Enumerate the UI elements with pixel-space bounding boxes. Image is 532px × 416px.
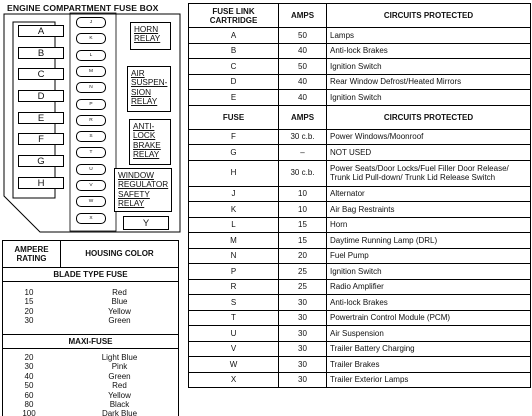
blade-row [3, 316, 178, 325]
fuse-id: D [189, 74, 279, 90]
table-row [189, 90, 531, 106]
circuits-protected: Rear Window Defrost/Heated Mirrors [327, 74, 531, 90]
circuits-protected: Fuel Pump [327, 248, 531, 264]
fuse-amps: 25 [279, 279, 327, 295]
housing-color: Green [108, 371, 131, 381]
mini-fuse-m: M [76, 66, 106, 77]
table-row [189, 326, 531, 342]
housing-color: Yellow [108, 306, 131, 316]
circuits-protected: Anti-lock Brakes [327, 295, 531, 311]
fuse-amps: 30 [279, 372, 327, 388]
mini-fuse-p: P [76, 99, 106, 110]
housing-color: Yellow [108, 390, 131, 400]
horn-relay: HORN RELAY [130, 22, 171, 50]
antilock-brake-relay: ANTI- LOCK BRAKE RELAY [129, 119, 171, 165]
fuse-id: J [189, 186, 279, 202]
circuits-protected: Lamps [327, 28, 531, 44]
fuse-amps: 50 [279, 59, 327, 75]
mini-fuse-x: X [76, 213, 106, 224]
housing-color: Blue [111, 297, 128, 307]
table-row [189, 186, 531, 202]
fuse-amps: 40 [279, 90, 327, 106]
maxi-fuse-title: MAXI-FUSE [3, 335, 178, 349]
ampere-value: 80 [24, 399, 34, 409]
table-row [189, 248, 531, 264]
fuse-amps: 40 [279, 43, 327, 59]
circuits-protected: Alternator [327, 186, 531, 202]
fuse-id: U [189, 326, 279, 342]
fuse-id: B [189, 43, 279, 59]
ampere-rating-header: AMPERE RATING [3, 241, 61, 267]
maxi-row [3, 400, 178, 409]
blade-row [3, 297, 178, 306]
fusebox-title: ENGINE COMPARTMENT FUSE BOX [7, 3, 159, 13]
mini-fuse-n: N [76, 82, 106, 93]
fuse-header-cell: FUSE [189, 105, 279, 129]
fuse-amps: 15 [279, 217, 327, 233]
housing-color: Red [112, 288, 127, 297]
fuse-amps: 15 [279, 233, 327, 249]
circuits-protected: Trailer Exterior Lamps [327, 372, 531, 388]
table-row [189, 233, 531, 249]
housing-color: Dark Blue [101, 409, 138, 416]
blade-fuse-rows [3, 282, 178, 335]
fuse-id: H [189, 160, 279, 186]
maxi-row [3, 353, 178, 362]
fuse-id: V [189, 341, 279, 357]
fuse-link-header-cell: FUSE LINK CARTRIDGE [189, 4, 279, 28]
fuse-amps: 30 [279, 357, 327, 373]
circuits-protected: Air Suspension [327, 326, 531, 342]
table-row [189, 279, 531, 295]
air-suspension-relay: AIR SUSPEN- SION RELAY [127, 66, 171, 112]
fuse-amps: 50 [279, 28, 327, 44]
circuits-protected: Power Windows/Moonroof [327, 129, 531, 145]
fuse-slot-b: B [18, 47, 64, 59]
fuse-link-header [189, 4, 531, 28]
fuse-slot-y: Y [123, 216, 169, 230]
circuits-protected: Ignition Switch [327, 59, 531, 75]
fuse-amps: 30 c.b. [279, 129, 327, 145]
circuits-protected: Radio Amplifier [327, 279, 531, 295]
mini-fuse-v: V [76, 180, 106, 191]
fuse-slot-e: E [18, 112, 64, 124]
mini-fuse-j: J [76, 17, 106, 28]
fuse-table [188, 3, 531, 388]
table-row [189, 59, 531, 75]
blade-row [3, 307, 178, 316]
fuse-id: N [189, 248, 279, 264]
ampere-value: 15 [24, 297, 34, 307]
ampere-value: 100 [22, 409, 36, 416]
mini-fuse-l: L [76, 50, 106, 61]
amp-table-header [3, 241, 178, 268]
maxi-row [3, 381, 178, 390]
fuse-slot-h: H [18, 177, 64, 189]
table-row [189, 145, 531, 161]
table-row [189, 357, 531, 373]
fuse-link-header-cell: CIRCUITS PROTECTED [327, 4, 531, 28]
circuits-protected: Horn [327, 217, 531, 233]
fuse-amps: 30 [279, 295, 327, 311]
fuse-slot-a: A [18, 25, 64, 37]
table-row [189, 264, 531, 280]
circuits-protected: Power Seats/Door Locks/Fuel Filler Door Release/ Trunk Lid Pull-down/ Trunk Lid Release Switch [327, 160, 531, 186]
table-row [189, 372, 531, 388]
fuse-id: A [189, 28, 279, 44]
fuse-header-cell: AMPS [279, 105, 327, 129]
table-row [189, 74, 531, 90]
maxi-row [3, 409, 178, 416]
ampere-value: 20 [24, 353, 34, 362]
fuse-header [189, 105, 531, 129]
fuse-amps: 40 [279, 74, 327, 90]
fuse-id: F [189, 129, 279, 145]
fuse-slot-c: C [18, 68, 64, 80]
fuse-id: M [189, 233, 279, 249]
table-row [189, 202, 531, 218]
ampere-value: 10 [24, 288, 34, 297]
fuse-id: T [189, 310, 279, 326]
mini-fuse-u: U [76, 164, 106, 175]
fuse-amps: 30 [279, 326, 327, 342]
fuse-amps: 30 [279, 310, 327, 326]
fuse-header-cell: CIRCUITS PROTECTED [327, 105, 531, 129]
ampere-value: 30 [24, 316, 34, 326]
fuse-amps: 30 [279, 341, 327, 357]
table-row [189, 28, 531, 44]
ampere-value: 40 [24, 371, 34, 381]
maxi-row [3, 391, 178, 400]
fuse-id: K [189, 202, 279, 218]
circuits-protected: Ignition Switch [327, 90, 531, 106]
fuse-id: C [189, 59, 279, 75]
fuse-id: G [189, 145, 279, 161]
ampere-rating-table [2, 240, 179, 416]
table-row [189, 129, 531, 145]
housing-color: Red [112, 381, 127, 391]
fuse-id: X [189, 372, 279, 388]
fuse-slot-d: D [18, 90, 64, 102]
mini-fuse-w: W [76, 196, 106, 207]
fuse-amps: 25 [279, 264, 327, 280]
maxi-fuse-rows [3, 349, 178, 416]
fuse-slot-g: G [18, 155, 64, 167]
fuse-amps: 10 [279, 202, 327, 218]
blade-fuse-title: BLADE TYPE FUSE [3, 268, 178, 282]
maxi-row [3, 362, 178, 371]
housing-color-header: HOUSING COLOR [85, 249, 154, 259]
table-row [189, 43, 531, 59]
table-row [189, 310, 531, 326]
fuse-link-header-cell: AMPS [279, 4, 327, 28]
ampere-value: 60 [24, 390, 34, 400]
fuse-id: E [189, 90, 279, 106]
mini-fuse-r: R [76, 115, 106, 126]
mini-fuse-t: T [76, 147, 106, 158]
fuse-id: S [189, 295, 279, 311]
housing-color: Light Blue [101, 353, 138, 362]
fuse-amps: – [279, 145, 327, 161]
maxi-row [3, 372, 178, 381]
circuits-protected: Ignition Switch [327, 264, 531, 280]
circuits-protected: Trailer Battery Charging [327, 341, 531, 357]
mini-fuse-s: S [76, 131, 106, 142]
circuits-protected: Anti-lock Brakes [327, 43, 531, 59]
fuse-slot-f: F [18, 133, 64, 145]
window-regulator-safety-relay: WINDOW REGULATOR SAFETY RELAY [114, 168, 172, 212]
table-row [189, 217, 531, 233]
housing-color: Green [108, 316, 131, 326]
fuse-id: R [189, 279, 279, 295]
circuits-protected: Powertrain Control Module (PCM) [327, 310, 531, 326]
fuse-id: W [189, 357, 279, 373]
fuse-id: L [189, 217, 279, 233]
fuse-amps: 30 c.b. [279, 160, 327, 186]
housing-color: Pink [111, 362, 128, 372]
table-row [189, 160, 531, 186]
mini-fuse-k: K [76, 33, 106, 44]
circuits-protected: Air Bag Restraints [327, 202, 531, 218]
table-row [189, 341, 531, 357]
ampere-value: 50 [24, 381, 34, 391]
circuits-protected: NOT USED [327, 145, 531, 161]
fuse-amps: 20 [279, 248, 327, 264]
ampere-value: 30 [24, 362, 34, 372]
table-row [189, 295, 531, 311]
fuse-id: P [189, 264, 279, 280]
circuits-protected: Trailer Brakes [327, 357, 531, 373]
ampere-value: 20 [24, 306, 34, 316]
fuse-amps: 10 [279, 186, 327, 202]
housing-color: Black [109, 399, 130, 409]
circuits-protected: Daytime Running Lamp (DRL) [327, 233, 531, 249]
blade-row [3, 288, 178, 297]
